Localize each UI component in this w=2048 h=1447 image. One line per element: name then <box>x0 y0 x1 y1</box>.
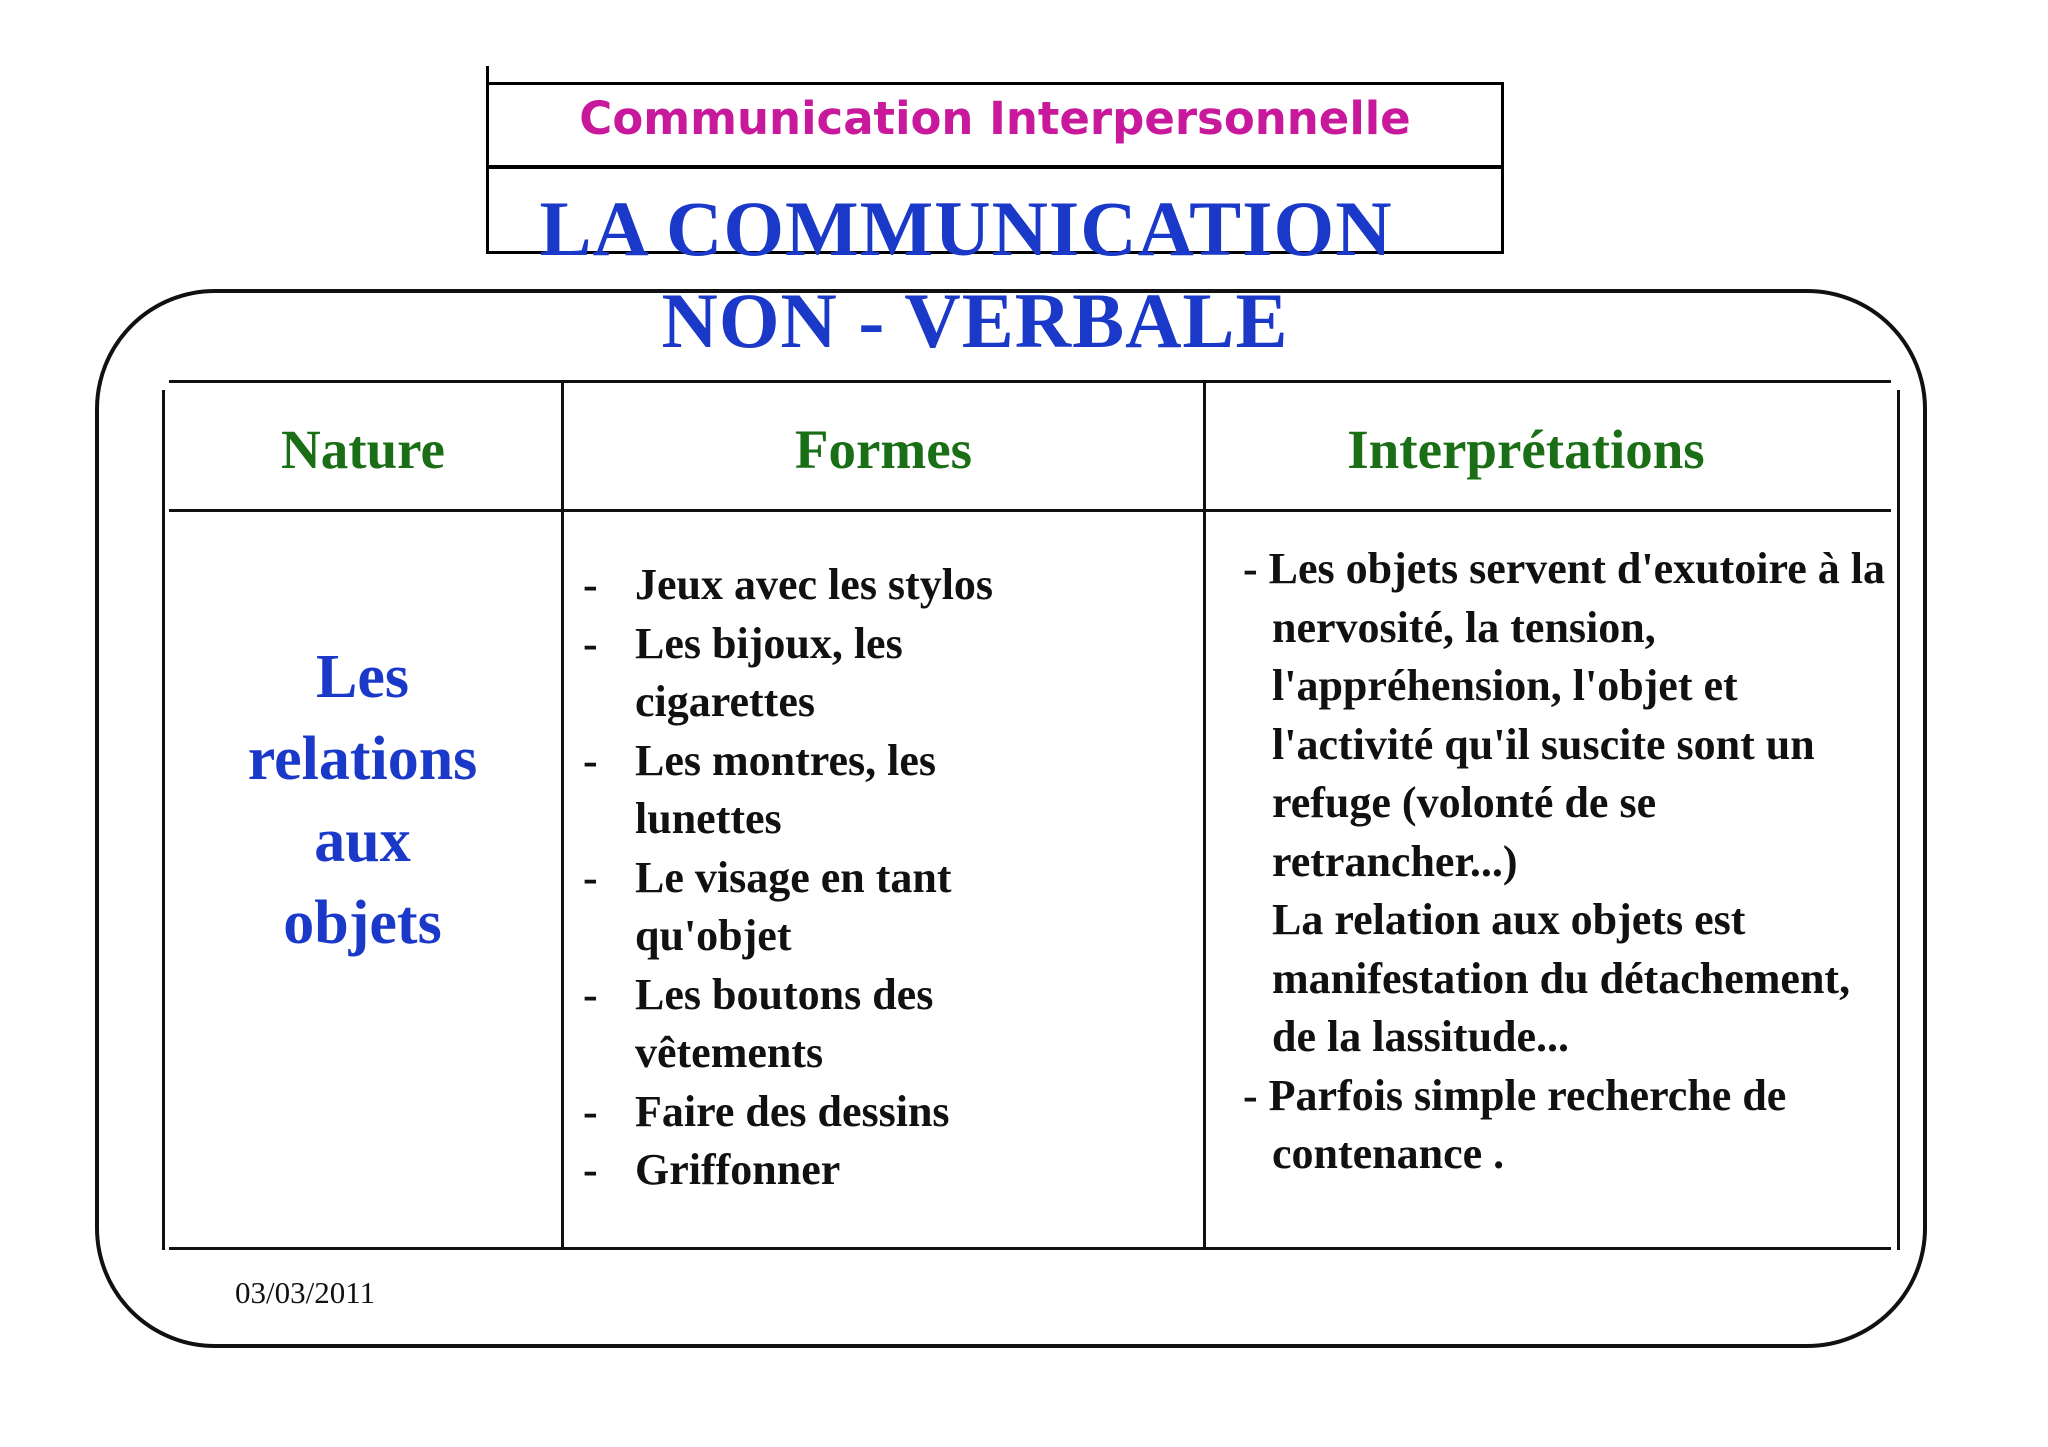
nature-line: objets <box>283 889 442 957</box>
formes-item: - Faire des dessins <box>583 1083 1075 1142</box>
table-header-divider <box>169 509 1891 512</box>
interpretations-cell <box>1243 540 1903 1184</box>
interpretation-paragraph: - Les objets servent d'exutoire à la nervosité, la tension, l'appréhension, l'objet et l'activité qu'il suscite sont un refuge (volonté de se retrancher...) <box>1243 544 1885 886</box>
formes-list <box>583 556 1075 1200</box>
nature-line: aux <box>314 807 411 875</box>
column-heading-formes: Formes <box>794 419 973 480</box>
formes-item: - Les montres, les lunettes <box>583 732 975 849</box>
nature-cell <box>165 636 560 964</box>
course-subtitle: Communication Interpersonnelle <box>579 92 1411 145</box>
slide-date: 03/03/2011 <box>235 1275 376 1310</box>
column-heading-nature: Nature <box>281 419 445 480</box>
formes-item: - Les boutons des vêtements <box>583 966 975 1083</box>
formes-item: - Les bijoux, les cigarettes <box>583 615 925 732</box>
nature-line: relations <box>247 725 478 793</box>
header-divider <box>486 165 1504 169</box>
interpretation-paragraph: - Parfois simple recherche de contenance . <box>1243 1070 1787 1178</box>
interpretation-paragraph: La relation aux objets est manifestation du détachement, de la lassitude... <box>1272 895 1851 1061</box>
table-col-divider-1 <box>561 380 564 1250</box>
table-top-border <box>169 380 1891 383</box>
page-title-line2: NON - VERBALE <box>661 277 1289 364</box>
table-col-divider-2 <box>1203 380 1206 1250</box>
column-heading-interpretations: Interprétations <box>1347 419 1705 480</box>
nature-line: Les <box>316 643 409 711</box>
page-title-line1: LA COMMUNICATION <box>539 185 1393 272</box>
formes-item: - Le visage en tant qu'objet <box>583 849 995 966</box>
formes-item: - Jeux avec les stylos <box>583 556 1075 615</box>
formes-item: - Griffonner <box>583 1141 1075 1200</box>
table-bottom-border <box>169 1247 1891 1250</box>
